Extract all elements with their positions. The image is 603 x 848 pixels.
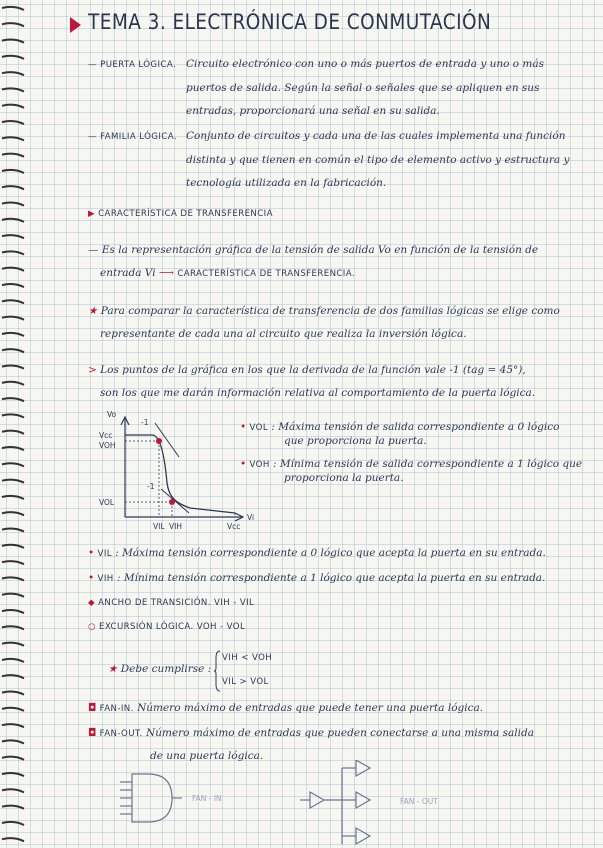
cumplirse-formula-2: VIL > VOL [222,677,269,687]
spiral-ring [2,219,24,222]
note-vol: • VOL : Máxima tensión de salida correspondiente a 0 lógico [240,421,560,433]
def2-term: — FAMILIA LÓGICA. [88,132,177,142]
spiral-ring [2,105,24,108]
spiral-ring [2,626,24,629]
spiral-ring [2,577,24,580]
def2-line: Conjunto de circuitos y cada una de las cuales implementa una función [186,130,566,142]
spiral-ring [2,317,24,320]
spiral-ring [2,838,24,841]
spiral-ring [2,202,24,205]
transfer-line: entrada Vi ⟶ CARACTERÍSTICA DE TRANSFERENCIA. [100,267,355,279]
spiral-ring [2,235,24,238]
note-voh: • VOH : Mínima tensión de salida correspondiente a 1 lógico que [240,458,583,470]
spiral-ring [2,333,24,336]
spiral-ring [2,724,24,727]
buffer-gate-icon [310,792,324,808]
ancho-transicion: ◆ ANCHO DE TRANSICIÓN. VIH - VIL [88,598,255,608]
spiral-ring [2,88,24,91]
def1-line: puertos de salida. Según la señal o señales que se apliquen en sus [186,82,540,94]
spiral-ring [2,349,24,352]
spiral-ring [2,154,24,157]
spiral-ring [2,789,24,792]
def-vil: • VIL : Máxima tensión correspondiente a 0 lógico que acepta la puerta en su entrada. [88,547,546,559]
compare-line: representante de cada una al circuito que realiza la inversión lógica. [100,328,467,340]
spiral-ring [2,659,24,662]
spiral-ring [2,121,24,124]
spiral-ring [2,512,24,515]
cumplirse-label: ★ Debe cumplirse : [108,663,212,675]
tangent-bottom [161,489,189,513]
fanin-def: ◘ FAN-IN. Número máximo de entradas que puede tener una puerta lógica. [88,702,484,714]
vol-label: VOL [99,498,115,507]
spiral-ring [2,447,24,450]
fan-sketch [110,760,530,848]
spiral-ring [2,822,24,825]
spiral-ring [2,675,24,678]
spiral-ring [2,365,24,368]
spiral-ring [2,284,24,287]
notebook-spiral [0,0,26,848]
spiral-ring [2,496,24,499]
compare-line: ★ Para comparar la característica de transferencia de dos familias lógicas se elige como [88,305,560,317]
def1-line: Circuito electrónico con uno o más puertos de entrada y uno o más [186,58,545,70]
spiral-ring [2,300,24,303]
y-axis-label: Vo [107,410,117,419]
title-marker-icon [70,17,81,33]
def-vih: • VIH : Mínima tensión correspondiente a 1 lógico que acepta la puerta en su entrada. [88,572,546,584]
def1-line: entradas, proporcionará una señal en su salida. [186,105,440,117]
spiral-ring [2,7,24,10]
spiral-ring [2,398,24,401]
spiral-ring [2,545,24,548]
points-line: son los que me darán información relativa al comportamiento de la puerta lógica. [100,387,536,399]
spiral-ring [2,610,24,613]
note-vol-cont: que proporciona la puerta. [284,435,427,447]
voh-label: VOH [99,441,116,450]
section-heading: ▶ CARACTERÍSTICA DE TRANSFERENCIA [88,209,273,219]
spiral-ring [2,708,24,711]
spiral-ring [2,480,24,483]
fanout-def: ◘ FAN-OUT. Número máximo de entradas que pueden conectarse a una misma salida [88,727,534,739]
spiral-ring [2,463,24,466]
vcc-x-label: Vcc [227,522,241,531]
spiral-ring [2,431,24,434]
note-voh-cont: proporciona la puerta. [284,472,404,484]
def1-term: — PUERTA LÓGICA. [88,60,177,70]
spiral-ring [2,414,24,417]
spiral-ring [2,268,24,271]
cumplirse-formula-1: VIH < VOH [222,653,273,663]
spiral-ring [2,72,24,75]
spiral-ring [2,186,24,189]
fanout-def-cont: de una puerta lógica. [150,750,264,762]
inverter-gate-icon [356,760,370,776]
brace-icon [214,650,222,692]
x-axis-label: Vi [247,513,255,522]
def2-line: tecnología utilizada en la fabricación. [186,177,387,189]
transfer-line: — Es la representación gráfica de la tensión de salida Vo en función de la tensión de [88,244,539,256]
vcc-y-label: Vcc [99,431,113,440]
slope-top-label: -1 [141,418,149,427]
spiral-ring [2,806,24,809]
vih-label: VIH [169,522,182,531]
spiral-ring [2,382,24,385]
spiral-ring [2,251,24,254]
spiral-ring [2,170,24,173]
inverter-gate-icon [356,828,370,844]
spiral-ring [2,137,24,140]
transfer-curve [125,435,235,513]
slope-bottom-label: -1 [147,482,155,491]
fanout-sketch-label: FAN - OUT [400,797,438,806]
def2-line: distinta y que tienen en común el tipo de elemento activo y estructura y [186,154,570,166]
spiral-ring [2,56,24,59]
spiral-ring [2,528,24,531]
excursion-logica: ○ EXCURSIÓN LÓGICA. VOH - VOL [88,622,246,632]
spiral-ring [2,740,24,743]
spiral-ring [2,757,24,760]
spiral-ring [2,691,24,694]
and-gate-icon [132,774,172,822]
page-title: TEMA 3. ELECTRÓNICA DE CONMUTACIÓN [88,10,492,34]
inverter-gate-icon [356,792,370,808]
spiral-ring [2,773,24,776]
spiral-ring [2,643,24,646]
points-line: > Los puntos de la gráfica en los que la derivada de la función vale -1 (tag = 45°), [88,364,526,376]
spiral-ring [2,39,24,42]
point-vol [169,499,175,505]
spiral-ring [2,594,24,597]
spiral-ring [2,561,24,564]
fanin-sketch-label: FAN - IN [192,794,222,803]
spiral-ring [2,23,24,26]
vil-label: VIL [153,522,165,531]
point-voh [156,438,162,444]
